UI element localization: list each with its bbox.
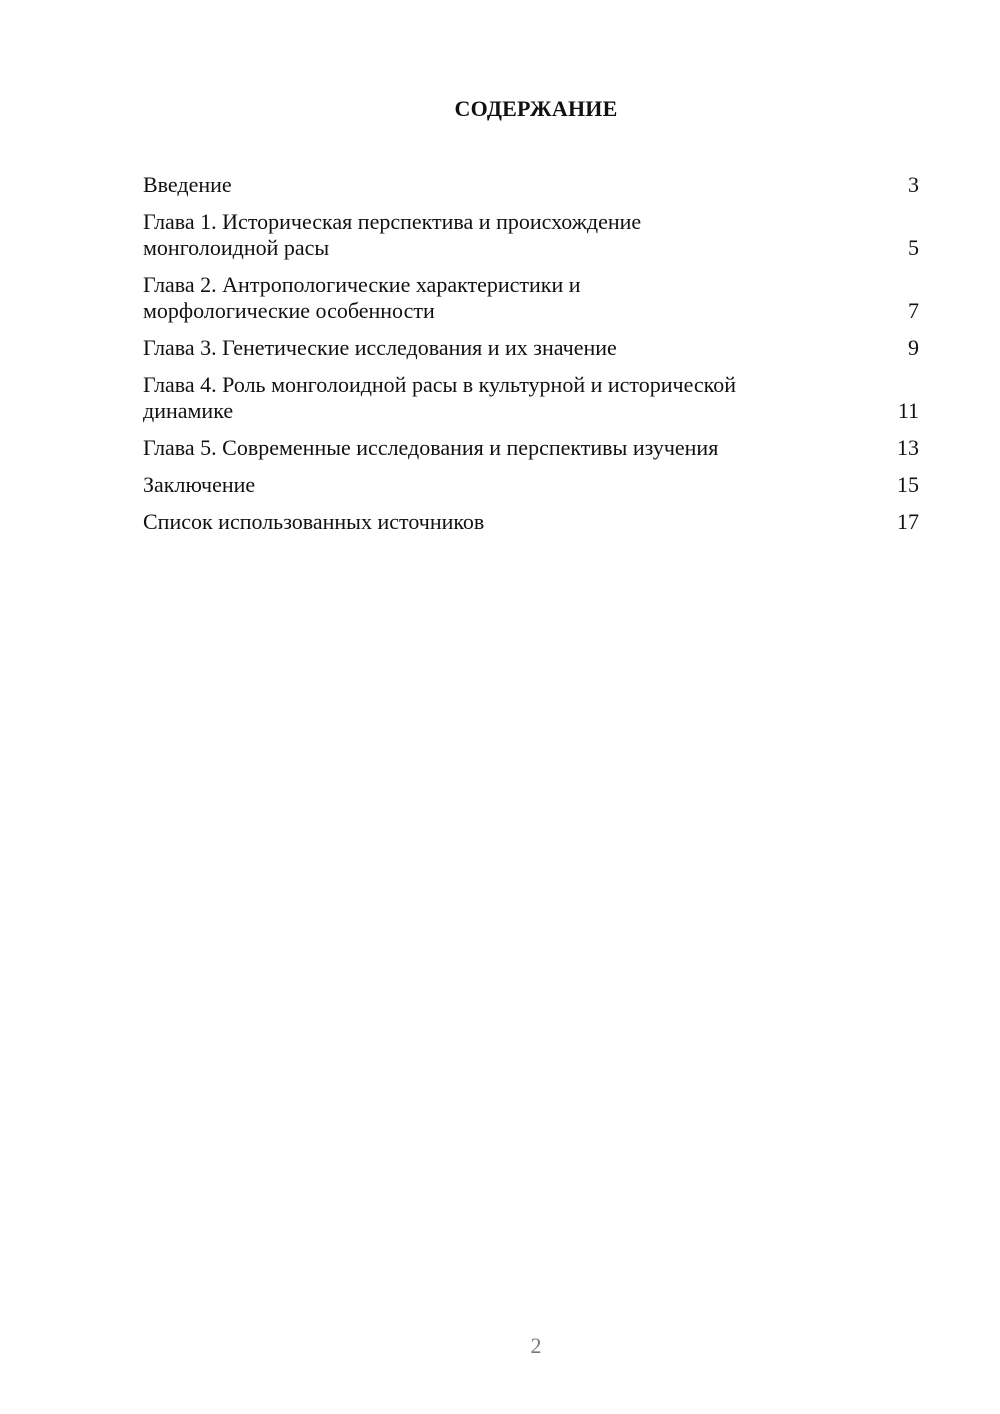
toc-entry-page: 9 (908, 335, 919, 360)
toc-entry-label: Глава 2. Антропологические характеристики и морфологические особенности (143, 272, 581, 323)
page-number: 2 (530, 1333, 542, 1358)
toc-entry-label: Список использованных источников (143, 509, 485, 534)
toc-entry-page: 11 (897, 398, 919, 423)
toc-entry-chapter-3 (143, 335, 919, 361)
toc-entry-chapter-5 (143, 435, 919, 461)
toc-entry-introduction (143, 172, 919, 198)
toc-entry-page: 7 (908, 298, 919, 323)
toc-entry-conclusion (143, 472, 919, 498)
toc-entry-chapter-1 (143, 209, 919, 261)
toc-entry-label: Глава 3. Генетические исследования и их значение (143, 335, 617, 360)
toc-entry-label: Глава 1. Историческая перспектива и происхождение монголоидной расы (143, 209, 642, 260)
toc-entry-label: Глава 4. Роль монголоидной расы в культурной и исторической динамике (143, 372, 737, 423)
toc-entry-label: Введение (143, 172, 232, 197)
toc-entry-page: 5 (908, 235, 919, 260)
toc-entry-page: 13 (897, 435, 919, 460)
toc-entry-label: Заключение (143, 472, 256, 497)
toc-entry-references (143, 509, 919, 535)
toc-entry-chapter-4 (143, 372, 919, 424)
table-of-contents (143, 172, 919, 546)
toc-entry-page: 3 (908, 172, 919, 197)
toc-entry-chapter-2 (143, 272, 919, 324)
page-title: СОДЕРЖАНИЕ (454, 96, 618, 121)
toc-entry-label: Глава 5. Современные исследования и перспективы изучения (143, 435, 719, 460)
toc-entry-page: 17 (897, 509, 919, 534)
toc-entry-page: 15 (897, 472, 919, 497)
